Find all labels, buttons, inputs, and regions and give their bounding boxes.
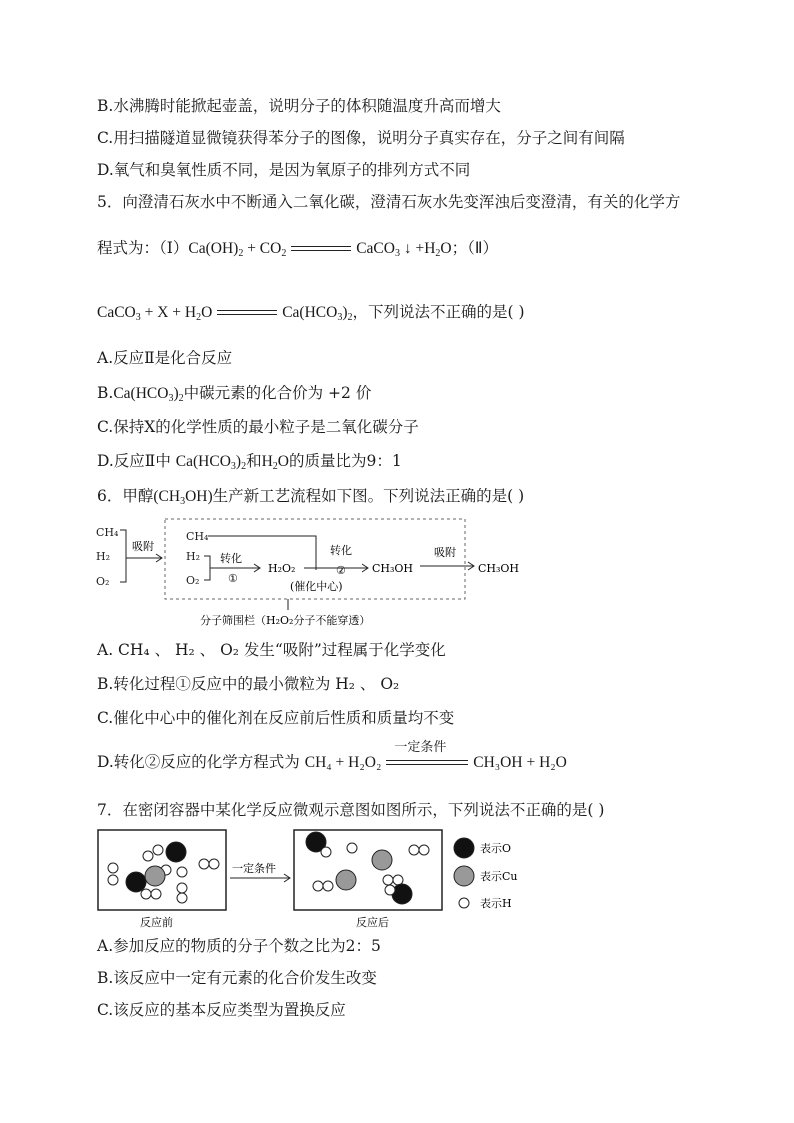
convert-label-1: 转化 bbox=[220, 552, 242, 565]
input-ch4: CH₄ bbox=[96, 526, 119, 539]
equals-sign bbox=[291, 244, 351, 254]
box-o2: O₂ bbox=[186, 574, 200, 587]
sieve-label: 分子筛围栏（H₂O₂分子不能穿透） bbox=[200, 614, 371, 627]
methanol-1: CH₃OH bbox=[372, 562, 414, 575]
h2o2: H₂O₂ bbox=[268, 562, 296, 575]
q4-option-d: D.氧气和臭氧性质不同，是因为氧原子的排列方式不同 bbox=[97, 161, 471, 179]
adsorb-label-1: 吸附 bbox=[132, 540, 154, 553]
step-2: ② bbox=[336, 564, 346, 577]
input-o2: O₂ bbox=[96, 575, 110, 588]
box-h2: H₂ bbox=[186, 550, 201, 563]
q6-process-diagram bbox=[90, 514, 530, 632]
q5-question: ，下列说法不正确的是( ) bbox=[352, 303, 525, 321]
after-label: 反应后 bbox=[356, 916, 389, 929]
legend-h: 表示H bbox=[480, 897, 512, 910]
condition-equals: 一定条件 bbox=[386, 756, 468, 770]
q4-option-b: B.水沸腾时能掀起壶盖，说明分子的体积随温度升高而增大 bbox=[97, 97, 501, 115]
before-label: 反应前 bbox=[140, 916, 173, 929]
eq2-reactant: CaCO$_3$ + $X + H_2O$ bbox=[97, 304, 213, 323]
catalyst-center: (催化中心) bbox=[290, 580, 343, 593]
adsorb-label-2: 吸附 bbox=[434, 546, 456, 559]
box-ch4: CH₄ bbox=[186, 530, 209, 543]
condition-label: 一定条件 bbox=[232, 862, 276, 875]
q6-stem: 6．甲醇$(CH_3OH)$生产新工艺流程如下图。下列说法正确的是( ) bbox=[97, 487, 525, 507]
equals-sign bbox=[217, 308, 277, 318]
legend-cu: 表示Cu bbox=[480, 870, 518, 883]
q5-option-a: A.反应Ⅱ是化合反应 bbox=[97, 349, 233, 367]
q5-equation-2 bbox=[97, 302, 525, 328]
q5-stem: 5．向澄清石灰水中不断通入二氧化碳，澄清石灰水先变浑浊后变澄清，有关的化学方 bbox=[97, 193, 681, 211]
convert-label-2: 转化 bbox=[330, 544, 352, 557]
q5-option-b: $B.Ca(HCO_3)_2$中碳元素的化合价为 +2 价 bbox=[97, 384, 372, 404]
legend-cu-swatch bbox=[454, 866, 474, 886]
legend-o-swatch bbox=[454, 838, 474, 858]
q6-option-d: D.转化②反应的化学方程式为 CH₄ + H₂O₂ 一定条件 CH₃OH + H₂O bbox=[97, 740, 567, 771]
q7-option-c: C.该反应的基本反应类型为置换反应 bbox=[97, 1001, 346, 1019]
q7-option-b: B.该反应中一定有元素的化合价发生改变 bbox=[97, 969, 377, 987]
before-molecules bbox=[108, 842, 219, 903]
q7-reaction-diagram bbox=[90, 826, 550, 932]
q4-option-c: C.用扫描隧道显微镜获得苯分子的图像，说明分子真实存在，分子之间有间隔 bbox=[97, 129, 625, 147]
q6-option-c: C.催化中心中的催化剂在反应前后性质和质量均不变 bbox=[97, 709, 455, 727]
q6-option-b: B.转化过程①反应中的最小微粒为 H₂ 、 O₂ bbox=[97, 675, 400, 693]
q7-stem: 7．在密闭容器中某化学反应微观示意图如图所示，下列说法不正确的是( ) bbox=[97, 801, 605, 819]
eq1-reactant: $Ca(OH)_2 + CO_2$ bbox=[188, 240, 287, 259]
eq1-product: CaCO$_3$ ↓ $+H_2O$；（Ⅱ） bbox=[356, 240, 498, 259]
q5-stem-prefix: 程式为：（Ⅰ） bbox=[97, 239, 189, 257]
legend-h-swatch bbox=[459, 898, 469, 908]
q6-option-a: A. CH₄ 、 H₂ 、 O₂ 发生“吸附”过程属于化学变化 bbox=[97, 641, 446, 659]
after-molecules bbox=[306, 832, 429, 904]
input-h2: H₂ bbox=[96, 550, 111, 563]
input-bracket bbox=[120, 530, 162, 582]
eq2-product: $Ca(HCO_3)_2$ bbox=[282, 304, 353, 323]
q5-option-c: C.保持X的化学性质的最小粒子是二氧化碳分子 bbox=[97, 418, 419, 436]
q5-equation-1 bbox=[97, 238, 498, 264]
step-1: ① bbox=[228, 572, 238, 585]
q7-option-a: A.参加反应的物质的分子个数之比为2：5 bbox=[97, 937, 381, 955]
q5-option-d: D.反应Ⅱ中 $Ca(HCO_3)_2$和$H_2O$的质量比为9：1 bbox=[97, 452, 402, 472]
legend-o: 表示O bbox=[480, 842, 512, 855]
methanol-2: CH₃OH bbox=[478, 562, 520, 575]
